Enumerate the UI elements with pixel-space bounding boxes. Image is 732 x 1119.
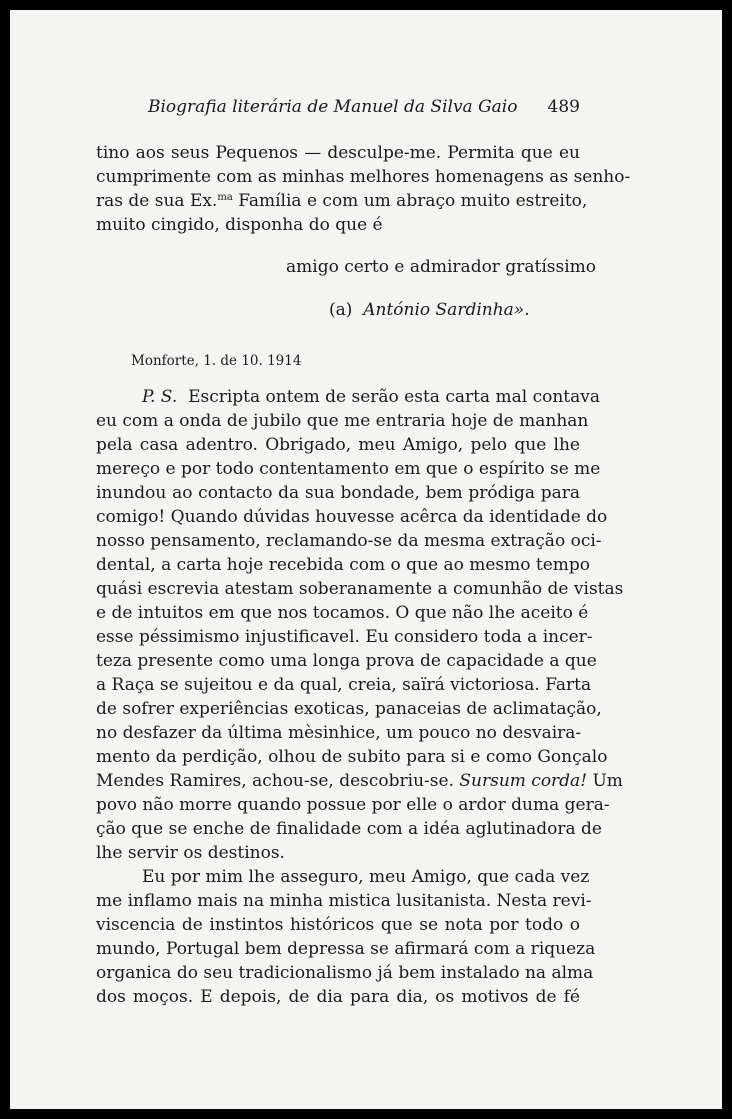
text-line — [96, 769, 623, 793]
text-line: cumprimente com as minhas melhores homenagens as senho- — [96, 167, 631, 187]
text-line: a Raça se sujeitou e da qual, creia, saïrá victoriosa. Farta — [96, 675, 592, 695]
text-line — [96, 189, 588, 213]
text-line: dos moços. E depois, de dia para dia, os motivos de fé — [96, 987, 580, 1007]
text-fragment: ras de sua Ex. — [96, 191, 218, 211]
text-line: mereço e por todo contentamento em que o espírito se me — [96, 459, 601, 479]
text-fragment: Família e com um abraço muito estreito, — [238, 191, 588, 211]
superscript-abbreviation: ma — [217, 192, 233, 203]
text-line: mundo, Portugal bem depressa se afirmará com a riqueza — [96, 939, 596, 959]
text-line: nosso pensamento, reclamando-se da mesma extração oci- — [96, 531, 602, 551]
text-line: lhe servir os destinos. — [96, 843, 285, 863]
text-line: muito cingido, disponha do que é — [96, 215, 383, 235]
text-line: pela casa adentro. Obrigado, meu Amigo, pelo que lhe — [96, 435, 580, 455]
latin-phrase: Sursum corda! — [459, 771, 588, 791]
text-line: esse péssimismo injustificavel. Eu considero toda a incer- — [96, 627, 593, 647]
text-line: viscencia de instintos históricos que se nota por todo o — [96, 915, 580, 935]
text-line: teza presente como uma longa prova de capacidade a que — [96, 651, 597, 671]
signature — [329, 298, 530, 322]
text-line: mento da perdição, olhou de subito para si e como Gonçalo — [96, 747, 608, 767]
text-fragment: Mendes Ramires, achou-se, descobriu-se. — [96, 771, 454, 791]
running-title: Biografia literária de Manuel da Silva Gaio — [148, 97, 518, 117]
page-number: 489 — [547, 97, 580, 117]
text-line: povo não morre quando possue por elle o ardor duma gera- — [96, 795, 610, 815]
text-line: ção que se enche de finalidade com a idéa aglutinadora de — [96, 819, 602, 839]
signature-prefix: (a) — [329, 300, 353, 320]
text-fragment: Escripta ontem de serão esta carta mal contava — [188, 387, 600, 407]
text-line: inundou ao contacto da sua bondade, bem pródiga para — [96, 483, 580, 503]
text-line: e de intuitos em que nos tocamos. O que não lhe aceito é — [96, 603, 589, 623]
book-page — [10, 10, 722, 1109]
text-line: no desfazer da última mèsinhice, um pouco no desvaira- — [96, 723, 582, 743]
place-date: Monforte, 1. de 10. 1914 — [131, 353, 302, 369]
text-line: me inflamo mais na minha mistica lusitanista. Nesta revi- — [96, 891, 592, 911]
text-line: eu com a onda de jubilo que me entraria hoje de manhan — [96, 411, 589, 431]
text-line: quási escrevia atestam soberanamente a comunhão de vistas — [96, 579, 624, 599]
text-line: organica do seu tradicionalismo já bem instalado na alma — [96, 963, 594, 983]
signature-name: António Sardinha». — [363, 300, 530, 320]
text-line: tino aos seus Pequenos — desculpe-me. Permita que eu — [96, 143, 580, 163]
text-fragment: Um — [592, 771, 623, 791]
text-line — [96, 385, 600, 409]
text-line: Eu por mim lhe asseguro, meu Amigo, que cada vez — [142, 867, 590, 887]
postscript-label: P. S. — [142, 387, 178, 407]
text-line: de sofrer experiências exoticas, panaceias de aclimatação, — [96, 699, 602, 719]
text-line: comigo! Quando dúvidas houvesse acêrca da identidade do — [96, 507, 608, 527]
text-line: dental, a carta hoje recebida com o que ao mesmo tempo — [96, 555, 591, 575]
closing-line: amigo certo e admirador gratíssimo — [286, 257, 596, 277]
